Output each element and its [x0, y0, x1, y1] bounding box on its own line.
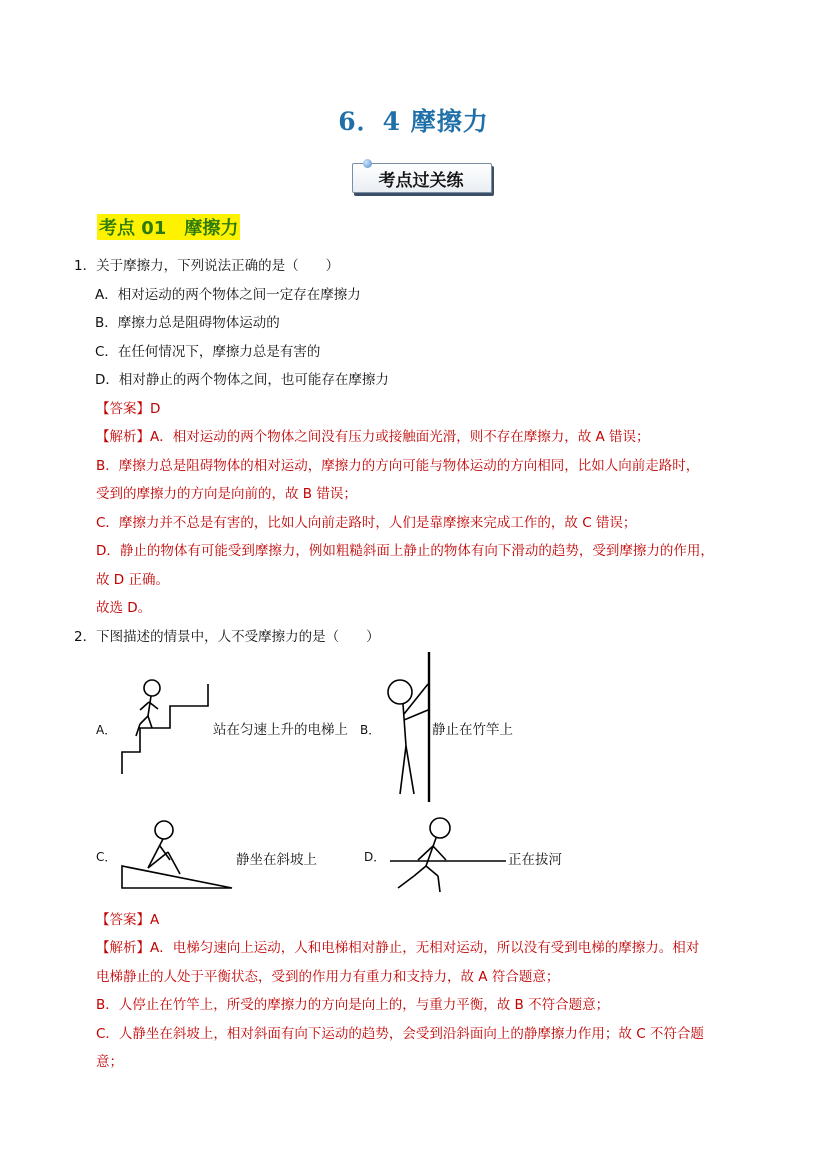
q1-analysis-line: 受到的摩擦力的方向是向前的，故 B 错误；: [96, 486, 357, 502]
q1-analysis-line: 故选 D。: [96, 600, 152, 616]
kaodian-heading: 考点 01 摩擦力: [97, 214, 240, 240]
q1-answer: 【答案】D: [96, 401, 161, 417]
q1-analysis-line: C．摩擦力并不总是有害的，比如人向前走路时，人们是靠摩擦来完成工作的，故 C 错误；: [96, 515, 637, 531]
q1-option-b: B．摩擦力总是阻碍物体运动的: [95, 315, 280, 331]
q2-figure-d-label: D．: [364, 850, 386, 864]
q1-option-d: D．相对静止的两个物体之间，也可能存在摩擦力: [95, 372, 389, 388]
page-title: 6．4 摩擦力: [338, 107, 489, 136]
q2-figure-a-label: A．: [96, 723, 117, 737]
q1-analysis-line: B．摩擦力总是阻碍物体的相对运动，摩擦力的方向可能与物体运动的方向相同，比如人向前走路时，: [96, 458, 700, 474]
pole-climber-figure-icon: [384, 650, 434, 804]
q2-analysis-line: C．人静坐在斜坡上，相对斜面有向下运动的趋势，会受到沿斜面向上的静摩擦力作用；故 C 不符合题: [96, 1026, 704, 1042]
q2-answer: 【答案】A: [96, 912, 160, 928]
q1-analysis-line: 故 D 正确。: [96, 572, 169, 588]
q1-analysis-line: 【解析】A．相对运动的两个物体之间没有压力或接触面光滑，则不存在摩擦力，故 A 错误；: [96, 429, 650, 445]
q2-figure-d-caption: 正在拔河: [508, 852, 562, 868]
q1-option-c: C．在任何情况下，摩擦力总是有害的: [95, 344, 321, 360]
q1-stem: 1．关于摩擦力，下列说法正确的是（ ）: [74, 258, 340, 274]
q2-figure-b-label: B．: [360, 723, 381, 737]
q2-analysis-line: 【解析】A．电梯匀速向上运动，人和电梯相对静止，无相对运动，所以没有受到电梯的摩擦力。相对: [96, 940, 700, 956]
slope-sitter-figure-icon: [118, 816, 236, 892]
q2-figure-b-caption: 静止在竹竿上: [432, 722, 513, 738]
q2-figure-c-label: C．: [96, 850, 117, 864]
banner-text: 考点过关练: [378, 171, 464, 191]
section-banner: [352, 163, 492, 193]
q1-option-a: A．相对运动的两个物体之间一定存在摩擦力: [95, 287, 361, 303]
q2-figure-c-caption: 静坐在斜坡上: [236, 852, 317, 868]
q2-figure-a-caption: 站在匀速上升的电梯上: [213, 722, 348, 738]
tug-of-war-figure-icon: [386, 814, 508, 896]
q2-stem: 2．下图描述的情景中，人不受摩擦力的是（ ）: [74, 629, 380, 645]
q1-analysis-line: D．静止的物体有可能受到摩擦力，例如粗糙斜面上静止的物体有向下滑动的趋势，受到摩擦力的作用，: [96, 543, 714, 559]
q2-analysis-line: 意；: [96, 1054, 123, 1070]
q2-analysis-line: B．人停止在竹竿上，所受的摩擦力的方向是向上的，与重力平衡，故 B 不符合题意；: [96, 997, 610, 1013]
escalator-figure-icon: [118, 676, 214, 778]
q2-analysis-line: 电梯静止的人处于平衡状态，受到的作用力有重力和支持力，故 A 符合题意；: [96, 969, 560, 985]
